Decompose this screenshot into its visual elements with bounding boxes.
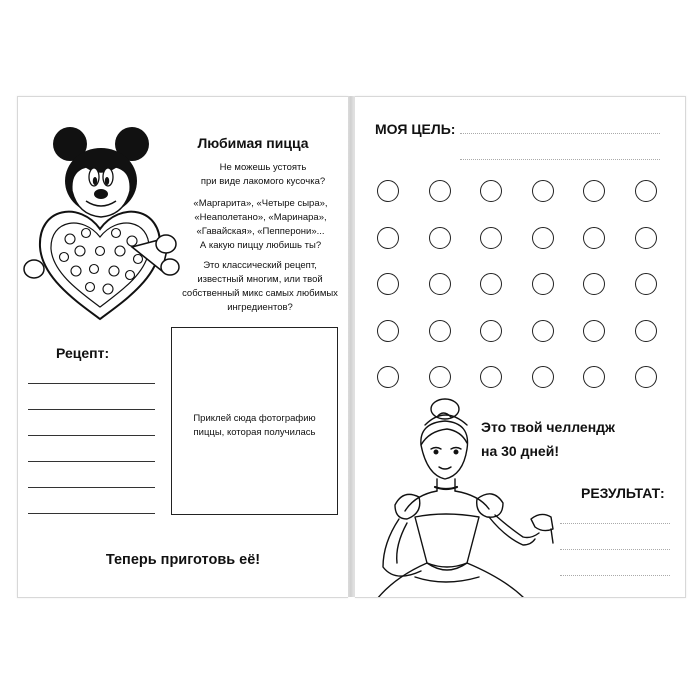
result-line-2[interactable] — [560, 549, 670, 550]
day-circle[interactable] — [377, 227, 399, 249]
goal-label: МОЯ ЦЕЛЬ: — [375, 121, 456, 137]
day-circle[interactable] — [635, 366, 657, 388]
day-circle[interactable] — [429, 366, 451, 388]
result-line-1[interactable] — [560, 523, 670, 524]
day-circle[interactable] — [480, 320, 502, 342]
day-circle[interactable] — [377, 180, 399, 202]
day-circle[interactable] — [377, 320, 399, 342]
photo-placeholder-box[interactable] — [171, 327, 338, 515]
question-2: Это классический рецепт, известный многим, или твой собственный микс самых любимых ингредиентов? — [182, 260, 338, 313]
day-circle[interactable] — [583, 273, 605, 295]
pizza-list: «Маргарита», «Четыре сыра», «Неаполетано», «Маринара», «Гавайская», «Пепперони»... А какую пиццу любишь ты? — [193, 198, 328, 251]
day-circle[interactable] — [635, 320, 657, 342]
day-circle[interactable] — [635, 227, 657, 249]
day-circle[interactable] — [480, 227, 502, 249]
day-circle[interactable] — [480, 180, 502, 202]
day-circle[interactable] — [429, 320, 451, 342]
day-circle[interactable] — [429, 273, 451, 295]
day-circle[interactable] — [583, 366, 605, 388]
goal-line-1[interactable] — [460, 133, 660, 134]
right-page — [355, 96, 686, 598]
day-circle[interactable] — [532, 320, 554, 342]
day-circle[interactable] — [480, 273, 502, 295]
day-circle[interactable] — [480, 366, 502, 388]
recipe-label: Рецепт: — [56, 345, 110, 361]
challenge-text: Это твой челлендж на 30 дней! — [481, 419, 615, 459]
result-label: РЕЗУЛЬТАТ: — [581, 485, 665, 501]
day-circle[interactable] — [429, 227, 451, 249]
day-circle[interactable] — [583, 320, 605, 342]
book-spine — [347, 96, 355, 597]
goal-line-2[interactable] — [460, 159, 660, 160]
heart-pizza-icon — [24, 212, 179, 319]
day-circle[interactable] — [635, 273, 657, 295]
day-circle[interactable] — [583, 180, 605, 202]
footer-text: Теперь приготовь её! — [105, 552, 261, 568]
day-circle[interactable] — [635, 180, 657, 202]
page-title: Любимая пицца — [197, 135, 309, 151]
photo-caption: Приклей сюда фотографию пиццы, которая получилась — [193, 413, 316, 438]
day-circle[interactable] — [532, 273, 554, 295]
day-circle[interactable] — [377, 273, 399, 295]
day-circle[interactable] — [583, 227, 605, 249]
day-circle[interactable] — [532, 227, 554, 249]
day-circle[interactable] — [377, 366, 399, 388]
left-page — [17, 96, 348, 598]
result-line-3[interactable] — [560, 575, 670, 576]
day-circle[interactable] — [429, 180, 451, 202]
day-circle[interactable] — [532, 180, 554, 202]
question-1: Не можешь устоять при виде лакомого кусочка? — [200, 162, 326, 187]
day-circle[interactable] — [532, 366, 554, 388]
mickey-pizza-illustration — [20, 119, 180, 334]
